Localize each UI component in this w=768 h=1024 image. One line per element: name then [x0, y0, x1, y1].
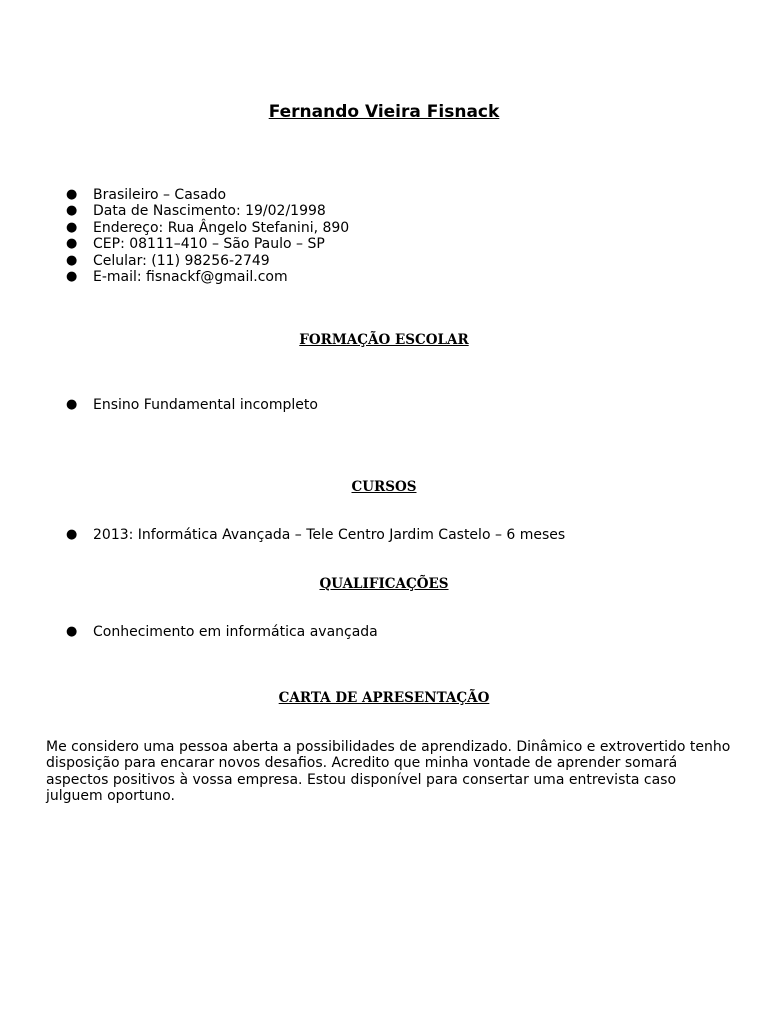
personal-info-phone: Celular: (11) 98256-2749 [93, 252, 270, 269]
list-item [66, 269, 349, 285]
course-item: 2013: Informática Avançada – Tele Centro Jardim Castelo – 6 meses [93, 527, 566, 543]
education-list [66, 397, 318, 413]
list-item [66, 397, 318, 413]
personal-info-email: E-mail: fisnackf@gmail.com [93, 269, 288, 286]
list-item [66, 203, 349, 219]
courses-heading: CURSOS [351, 479, 417, 495]
personal-info-list [66, 187, 349, 285]
qualifications-heading: QUALIFICAÇÕES [319, 576, 449, 592]
bullet-icon: ● [66, 203, 78, 219]
list-item [66, 527, 565, 543]
page-title: Fernando Vieira Fisnack [268, 102, 500, 122]
education-item: Ensino Fundamental incompleto [93, 397, 318, 413]
qualification-item: Conhecimento em informática avançada [93, 624, 378, 640]
list-item [66, 220, 349, 236]
personal-info-address: Endereço: Rua Ângelo Stefanini, 890 [93, 219, 350, 236]
list-item [66, 624, 378, 640]
bullet-icon: ● [66, 269, 78, 285]
list-item [66, 253, 349, 269]
bullet-icon: ● [66, 219, 78, 235]
bullet-icon: ● [66, 187, 78, 202]
bullet-icon: ● [66, 397, 78, 412]
list-item [66, 187, 349, 203]
education-heading: FORMAÇÃO ESCOLAR [299, 332, 469, 348]
bullet-icon: ● [66, 236, 78, 252]
bullet-icon: ● [66, 624, 78, 639]
cover-letter-text: Me considero uma pessoa aberta a possibilidades de aprendizado. Dinâmico e extrovertido tenho disposição para encarar novos desafios. Acredito que minha vontade de aprender somará aspectos positivos à vossa empresa. Estou disponível para consertar uma entrevista caso julguem oportuno. [46, 739, 731, 805]
bullet-icon: ● [66, 527, 78, 542]
personal-info-birthdate: Data de Nascimento: 19/02/1998 [93, 203, 326, 220]
bullet-icon: ● [66, 252, 78, 268]
personal-info-cep: CEP: 08111–410 – São Paulo – SP [93, 236, 325, 253]
courses-list [66, 527, 565, 543]
qualifications-list [66, 624, 378, 640]
personal-info-nationality: Brasileiro – Casado [93, 187, 227, 203]
list-item [66, 236, 349, 252]
cover-letter-heading: CARTA DE APRESENTAÇÃO [278, 690, 490, 706]
